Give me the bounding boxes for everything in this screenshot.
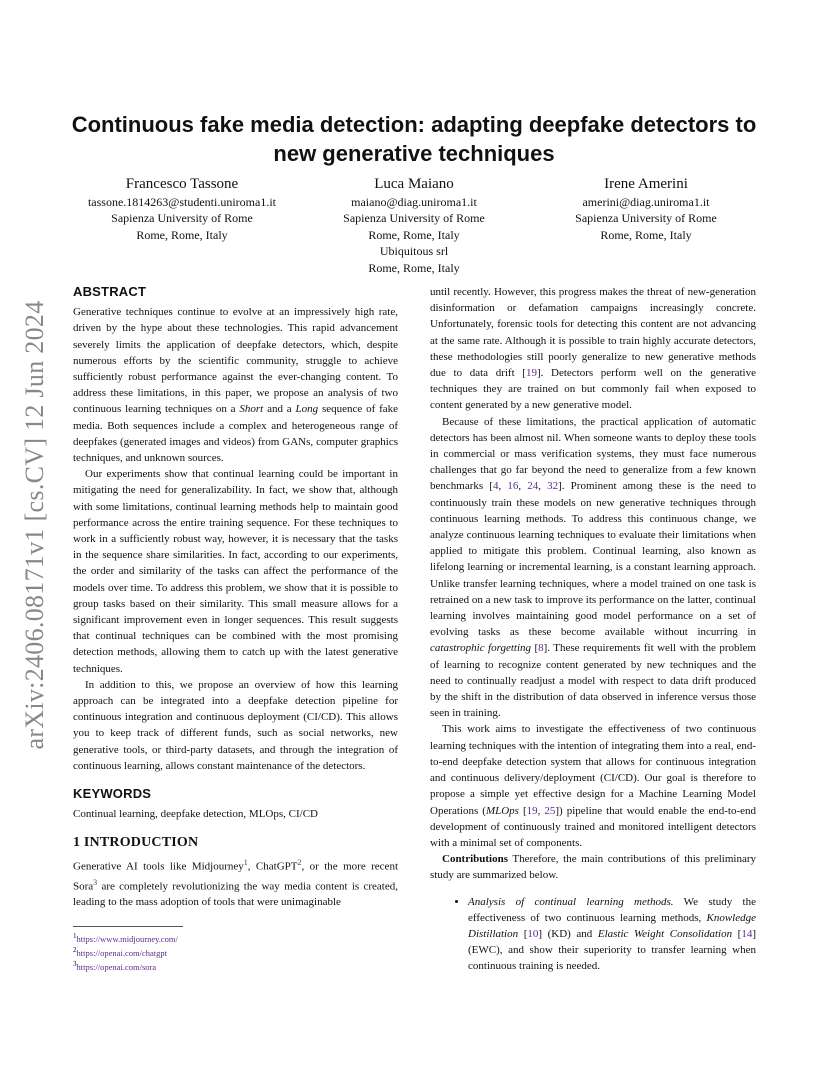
right-column <box>430 284 756 975</box>
author-name: Luca Maiano <box>374 176 454 192</box>
author-affiliation-2: Ubiquitous srl <box>379 244 449 259</box>
citation[interactable]: 8 <box>538 642 544 655</box>
footnote-1: $^1$https://www.midjourney.com/ <box>73 932 178 944</box>
citation[interactable]: 19 <box>526 804 538 817</box>
footnote-ref-2[interactable]: 2 <box>297 857 302 867</box>
abstract-paragraph-1: Generative techniques continue to evolve at an impressively high rate, driven by the hype about these technologies. This rapid advancement severely limits the application of deepfake detectors, which, despite numerous efforts by the scientific community, struggle to achieve sufficiently robust performance against the ever-changing content. To address these limitations, in this paper, we propose an analysis of two continuous learning techniques on a Short and a Long sequence of fake media. Both sequences include a complex and heterogeneous range of deepfakes (generated images and videos) from GANs, computer graphics techniques, and unknown sources. <box>73 306 398 465</box>
introduction-paragraph: Generative AI tools like Midjourney$^1$, ChatGPT$^2$, or the more recent Sora$^3$ are completely revolutionizing the way media content is created, leading to the mass adoption of tools that were unimaginable <box>73 857 398 909</box>
author-location: Rome, Rome, Italy <box>600 227 692 242</box>
citation[interactable]: 32 <box>547 480 559 493</box>
citation[interactable]: 19 <box>525 367 537 380</box>
citation[interactable]: 24 <box>527 480 539 493</box>
footnote-link[interactable]: https://openai.com/sora <box>76 961 157 972</box>
author-affiliation: Sapienza University of Rome <box>343 211 485 226</box>
citation[interactable]: 16 <box>507 480 519 493</box>
citation[interactable]: 10 <box>527 927 539 940</box>
author-name: Irene Amerini <box>604 176 688 192</box>
author-maiano <box>304 175 524 276</box>
keywords-text: Continual learning, deepfake detection, MLOps, CI/CD <box>73 808 318 821</box>
author-email: maiano@diag.uniroma1.it <box>351 195 477 209</box>
author-email: amerini@diag.uniroma1.it <box>582 195 710 209</box>
contributions-paragraph: Contributions Therefore, the main contributions of this preliminary study are summarized below. <box>430 853 756 882</box>
footnotes <box>73 926 398 972</box>
footnote-2: $^2$https://openai.com/chatgpt <box>73 945 167 958</box>
author-amerini <box>536 175 756 276</box>
footnote-link[interactable]: https://www.midjourney.com/ <box>76 933 178 944</box>
author-affiliation: Sapienza University of Rome <box>575 211 717 226</box>
intro-paragraph-2: Because of these limitations, the practical application of automatic detectors has been almost nil. When someone wants to deploy these tools in commercial or mass verification systems, they must face numerous challenges that go far beyond the need to generalize from a few known benchmarks [4, 16, 24, 32]. Prominent among these is the need to continuously train these models on new generative techniques through continuous learning methods. To address this continuous change, we analyze continuous learning techniques to evaluate their limitations when applied to mitigate this problem. Continual learning, also known as lifelong learning or incremental learning, is a constant learning approach. Unlike transfer learning techniques, where a model trained on one task is retrained on a new task to improve its performance on the latter, continual learning involves maintaining good model performance on a set of evolving tasks as these become available without incurring in catastrophic forgetting [8]. These requirements fit well with the problem of learning to recognize content generated by new techniques and the need to continually readjust a model with respect to data drift produced by the shift in the distribution of data observed in inference versus those seen in training. <box>430 415 756 720</box>
citation[interactable]: 14 <box>741 927 753 940</box>
author-tassone <box>72 175 292 276</box>
intro-paragraph-cont: until recently. However, this progress makes the threat of new-generation disinformation or defamation campaigns increasingly concrete. Unfortunately, forensic tools for detecting this content are not advancing at the same rate. Although it is possible to train highly accurate detectors, these methodologies still poorly generalize to new generative methods due to data drift [19]. Detectors perform well on the generative techniques they are trained on but commonly fail when exposed to content generated by a new generative model. <box>430 286 756 412</box>
author-email: tassone.1814263@studenti.uniroma1.it <box>87 195 277 209</box>
abstract-heading: ABSTRACT <box>73 284 147 299</box>
arxiv-identifier: arXiv:2406.08171v1 [cs.CV] 12 Jun 2024 <box>20 300 49 750</box>
paper-title: Continuous fake media detection: adapting deepfake detectors to new generative techniques <box>71 112 757 166</box>
author-block <box>72 175 756 276</box>
abstract-paragraph-2: Our experiments show that continual learning could be important in mitigating the need for generalizability. In fact, we show that, although with some limitations, continual learning methods help to maintain good performance across the entire training sequence. For these techniques to work in a sufficiently robust way, however, it is necessary that the tasks in the sequence share similarities. In fact, according to our experiments, the order and similarity of the tasks can affect the performance of the models over time. To address this problem, we show that it is possible to group tasks based on their similarity. This small measure allows for a significant improvement even in longer sequences. This result suggests that continual techniques can be combined with the most promising detection methods, allowing them to catch up with the latest generative techniques. <box>73 468 398 675</box>
keywords-heading: KEYWORDS <box>73 786 152 802</box>
introduction-heading: 1 INTRODUCTION <box>73 834 199 850</box>
citation[interactable]: 25 <box>544 804 556 817</box>
footnote-link[interactable]: https://openai.com/chatgpt <box>76 947 167 958</box>
contributions-list <box>430 894 756 975</box>
left-column <box>73 284 398 911</box>
footnote-rule <box>73 926 183 927</box>
author-name: Francesco Tassone <box>125 176 239 192</box>
citation[interactable]: 4 <box>492 480 499 493</box>
list-item: • Analysis of continual learning methods. We study the effectiveness of two continuous learning methods, Knowledge Distillation [10] (KD) and Elastic Weight Consolidation [14] (EWC), and show their superiority to transfer learning when continuous training is needed. <box>468 894 756 975</box>
author-location: Rome, Rome, Italy <box>136 227 228 242</box>
footnote-ref-1[interactable]: 1 <box>243 857 248 867</box>
abstract-paragraph-3: In addition to this, we propose an overview of how this learning approach can be integrated into a deepfake detection pipeline for continuous integration and continuous deployment (CI/CD). This allows you to keep track of different funds, such as social networks, new generative tools, or third-party datasets, and through the integration of continuous learning, allows constant maintenance of the detectors. <box>73 678 398 772</box>
author-affiliation: Sapienza University of Rome <box>111 211 253 226</box>
author-location: Rome, Rome, Italy <box>368 227 460 242</box>
author-location-2: Rome, Rome, Italy <box>368 260 460 275</box>
footnote-3: $^3$https://openai.com/sora <box>73 959 157 972</box>
footnote-ref-3[interactable]: 3 <box>93 877 98 887</box>
intro-paragraph-3: This work aims to investigate the effectiveness of two continuous learning techniques with the intention of integrating them into a real, end-to-end deepfake detection system that allows for continuous integration and continuous delivery/deployment (CI/CD). Our goal is therefore to propose a simple yet effective design for a Machine Learning Model Operations (MLOps [19, 25]) pipeline that would enable the end-to-end development of continuously trained and monitored intelligent detectors with a minimal set of components. <box>430 723 756 849</box>
